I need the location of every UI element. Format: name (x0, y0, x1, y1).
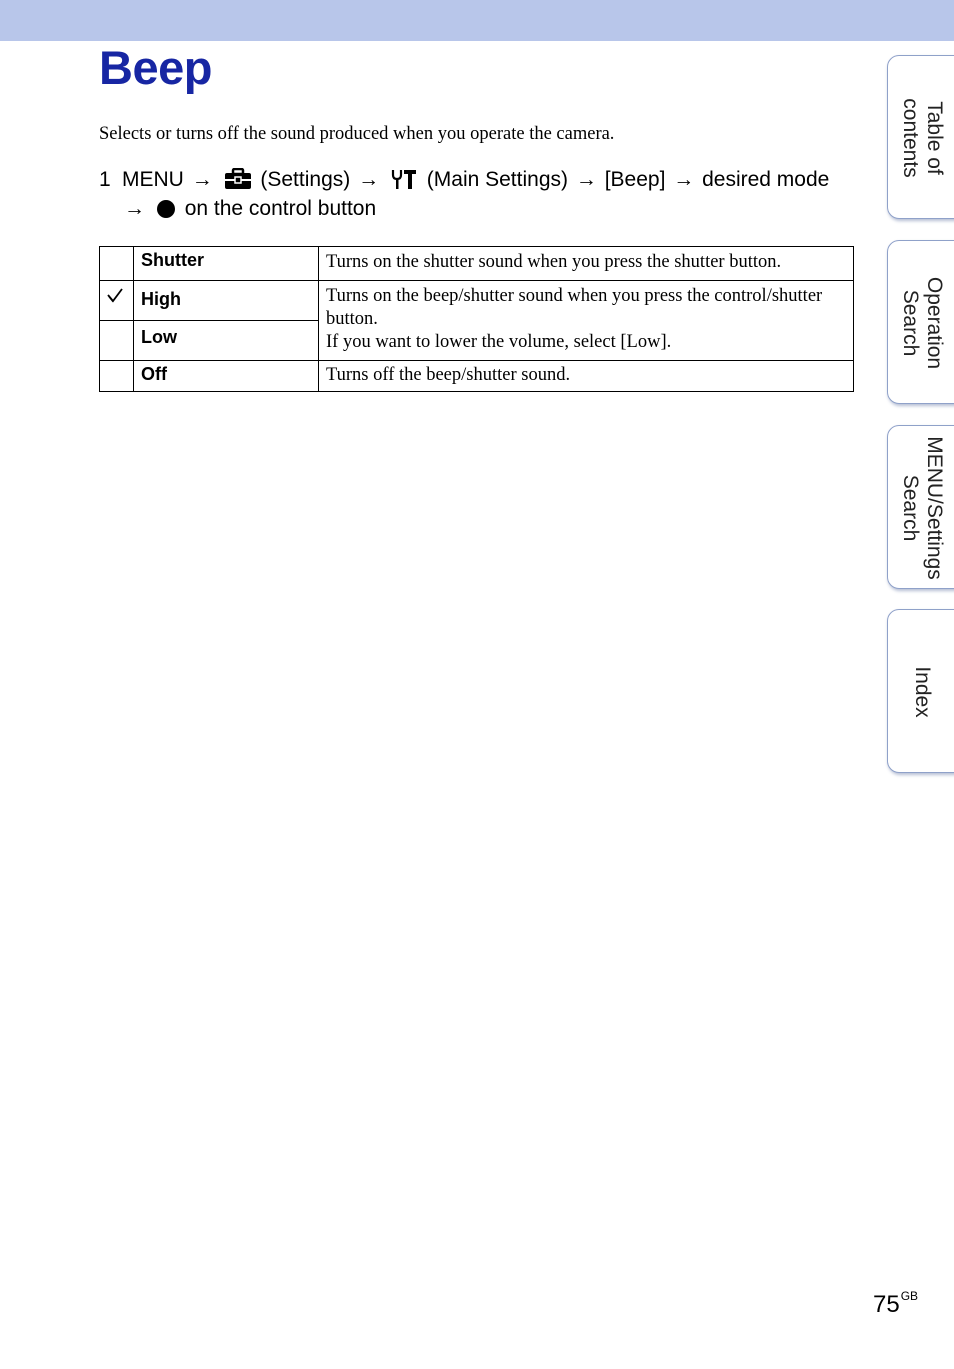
table-row (100, 361, 854, 392)
arrow-icon: → (124, 197, 145, 220)
option-description (319, 281, 854, 361)
tab-label: Operation Search (899, 276, 946, 370)
control-button-dot-icon (156, 199, 176, 219)
arrow-icon: → (575, 168, 597, 191)
control-button-label: on the control button (184, 197, 377, 220)
tab-index[interactable] (887, 609, 954, 773)
header-band (0, 0, 954, 41)
default-mark-cell (100, 321, 134, 361)
arrow-icon: → (673, 168, 695, 191)
option-name: Low (134, 321, 319, 361)
default-check-icon (106, 287, 124, 305)
settings-label: (Settings) (260, 168, 351, 191)
main-settings-label: (Main Settings) (426, 168, 568, 191)
option-name: Off (134, 361, 319, 392)
description-line: Turns on the beep/shutter sound when you press the control/shutter button. (326, 286, 823, 329)
tab-label: Table of contents (899, 98, 946, 178)
tab-operation-search[interactable] (887, 240, 954, 404)
description-line: If you want to lower the volume, select [Low]. (326, 332, 672, 352)
tab-label: Index (911, 666, 934, 718)
option-description: Turns on the shutter sound when you press the shutter button. (319, 247, 854, 281)
beep-label: [Beep] (604, 168, 666, 191)
options-table (99, 246, 854, 392)
arrow-icon: → (358, 168, 380, 191)
page-number-suffix: GB (900, 1289, 919, 1303)
tab-table-of-contents[interactable] (887, 55, 954, 219)
default-mark-cell (100, 281, 134, 321)
wrench-icon (390, 168, 418, 190)
desired-mode-label: desired mode (702, 168, 830, 191)
default-mark-cell (100, 247, 134, 281)
table-row (100, 281, 854, 321)
page-number (873, 1289, 918, 1319)
page-number-value: 75 (873, 1291, 900, 1318)
default-mark-cell (100, 361, 134, 392)
page-title: Beep (99, 41, 212, 94)
option-name: High (134, 281, 319, 321)
tab-label: MENU/Settings Search (899, 436, 946, 580)
option-description: Turns off the beep/shutter sound. (319, 361, 854, 392)
option-name: Shutter (134, 247, 319, 281)
arrow-icon: → (191, 168, 213, 191)
intro-text: Selects or turns off the sound produced when you operate the camera. (99, 124, 615, 144)
tab-menu-settings-search[interactable] (887, 425, 954, 589)
procedure-step (99, 165, 839, 223)
settings-toolbox-icon (224, 168, 252, 190)
step-number: 1 (99, 168, 111, 191)
menu-label: MENU (122, 168, 184, 191)
table-row (100, 247, 854, 281)
